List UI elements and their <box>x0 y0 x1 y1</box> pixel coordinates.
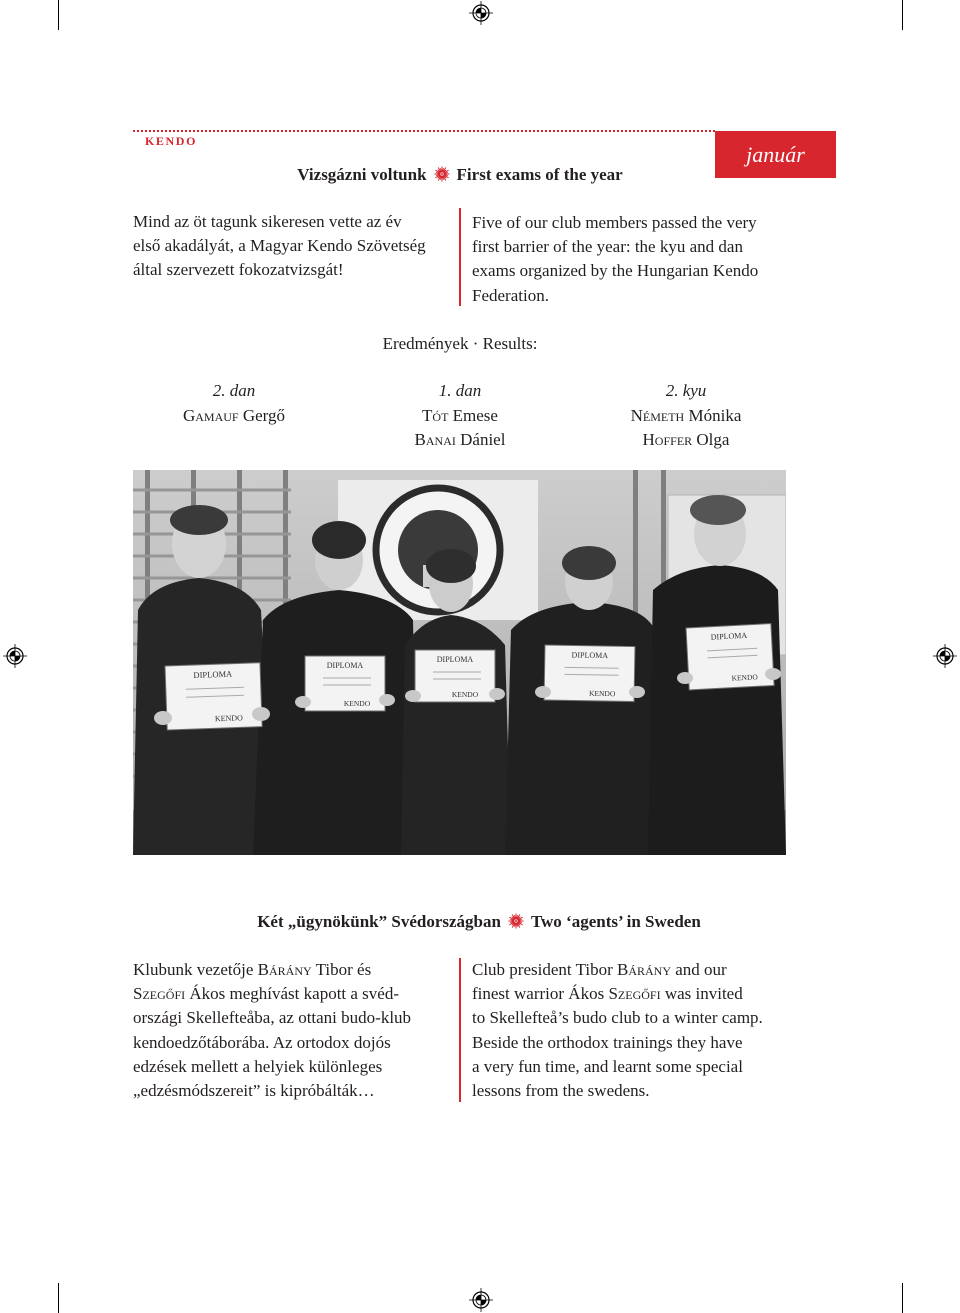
registration-mark-icon <box>468 1287 494 1313</box>
diploma <box>165 663 262 730</box>
text-line <box>133 958 411 982</box>
text-segment: was invited <box>660 984 743 1004</box>
hungarian-paragraph <box>133 958 411 1103</box>
text-line: exams organized by the Hungarian Kendo <box>472 261 759 281</box>
registration-mark-icon <box>2 643 28 669</box>
title-hungarian: Vizsgázni voltunk <box>297 165 427 184</box>
column-divider <box>459 208 461 306</box>
article-title <box>133 163 787 187</box>
title-hungarian: Két „ügynökünk” Svédországban <box>257 912 501 931</box>
family-name: Németh <box>630 405 685 425</box>
sunburst-icon <box>434 166 450 182</box>
english-paragraph <box>472 211 758 308</box>
given-name: Olga <box>696 430 730 449</box>
family-name: Bárány <box>257 960 312 979</box>
member-name <box>576 428 796 453</box>
diploma-subtitle: KENDO <box>214 713 244 724</box>
text-segment: Ákos meghívást kapott a svéd- <box>185 984 400 1004</box>
rank-label: 1. dan <box>438 381 482 400</box>
text-line <box>133 982 411 1006</box>
text-line <box>472 958 763 982</box>
given-name: Gergő <box>242 405 286 425</box>
text-segment: Club president Tibor <box>472 960 617 979</box>
group-photo <box>133 470 786 855</box>
given-name: Mónika <box>688 405 742 425</box>
text-segment: Klubunk vezetője <box>133 960 258 979</box>
text-line: „edzésmódszereit” is kipróbálták… <box>133 1081 375 1101</box>
family-name: Hoffer <box>642 430 693 449</box>
diploma-subtitle: KENDO <box>343 699 371 708</box>
crop-mark <box>902 0 903 30</box>
member-name <box>124 404 344 429</box>
family-name: Gamauf <box>182 405 239 425</box>
section-label: KENDO <box>145 134 198 148</box>
registration-mark-icon <box>468 0 494 26</box>
crop-mark <box>58 0 59 30</box>
result-column <box>124 379 344 428</box>
diploma-subtitle: KENDO <box>451 690 479 699</box>
text-line: által szervezett fokozatvizsgát! <box>133 260 344 280</box>
diploma-subtitle: KENDO <box>588 688 616 699</box>
given-name: Emese <box>452 405 498 425</box>
diploma <box>415 650 495 702</box>
article-title <box>133 910 825 934</box>
english-paragraph <box>472 958 763 1103</box>
text-line: first barrier of the year: the kyu and dan <box>472 237 743 257</box>
text-line <box>472 982 763 1006</box>
crop-mark <box>902 1283 903 1313</box>
diploma <box>686 624 774 690</box>
family-name: Banai <box>414 430 456 449</box>
text-line: Federation. <box>472 285 549 305</box>
text-segment: and our <box>671 960 727 979</box>
header-dotted-rule <box>133 130 715 132</box>
text-line: első akadályát, a Magyar Kendo Szövetség <box>133 236 426 256</box>
member-name <box>576 404 796 429</box>
title-english: First exams of the year <box>456 165 623 184</box>
text-line: Beside the orthodox trainings they have <box>472 1032 743 1052</box>
hungarian-paragraph <box>133 210 426 283</box>
title-english: Two ‘agents’ in Sweden <box>530 912 701 931</box>
text-line: to Skellefteå’s budo club to a winter camp. <box>472 1008 763 1028</box>
sunburst-icon <box>508 913 524 929</box>
text-line: Mind az öt tagunk sikeresen vette az év <box>133 212 402 231</box>
results-heading: Eredmények · Results: <box>382 334 538 353</box>
family-name: Bárány <box>617 960 672 979</box>
diploma-title: DIPLOMA <box>193 668 233 681</box>
diploma-title: DIPLOMA <box>436 655 474 664</box>
crop-mark <box>58 1283 59 1313</box>
rank-label: 2. kyu <box>665 381 707 400</box>
rank-label: 2. dan <box>212 381 256 400</box>
text-line: edzések mellett a helyiek különleges <box>133 1056 383 1076</box>
family-name: Szegőfi <box>133 984 186 1004</box>
diploma-title: DIPLOMA <box>571 650 609 661</box>
text-line: Five of our club members passed the very <box>472 213 757 232</box>
member-name <box>350 428 570 453</box>
diploma-title: DIPLOMA <box>326 661 364 670</box>
given-name: Dániel <box>460 430 506 449</box>
text-line: országi Skellefteåba, az ottani budo-klub <box>133 1008 412 1028</box>
result-column <box>576 379 796 453</box>
diploma <box>544 645 635 702</box>
family-name: Tót <box>422 405 449 425</box>
text-line: lessons from the swedens. <box>472 1081 650 1101</box>
family-name: Szegőfi <box>608 984 661 1004</box>
result-column <box>350 379 570 453</box>
diploma-title: DIPLOMA <box>710 630 748 642</box>
diploma-subtitle: KENDO <box>731 672 759 683</box>
month-label: január <box>746 141 805 167</box>
diploma <box>305 656 385 711</box>
column-divider <box>459 958 461 1102</box>
text-segment: finest warrior Ákos <box>472 984 609 1004</box>
member-name <box>350 404 570 429</box>
text-segment: Tibor és <box>311 960 372 979</box>
text-line: kendoedzőtáborába. Az ortodox dojós <box>133 1032 391 1052</box>
text-line: a very fun time, and learnt some special <box>472 1056 743 1076</box>
registration-mark-icon <box>932 643 958 669</box>
